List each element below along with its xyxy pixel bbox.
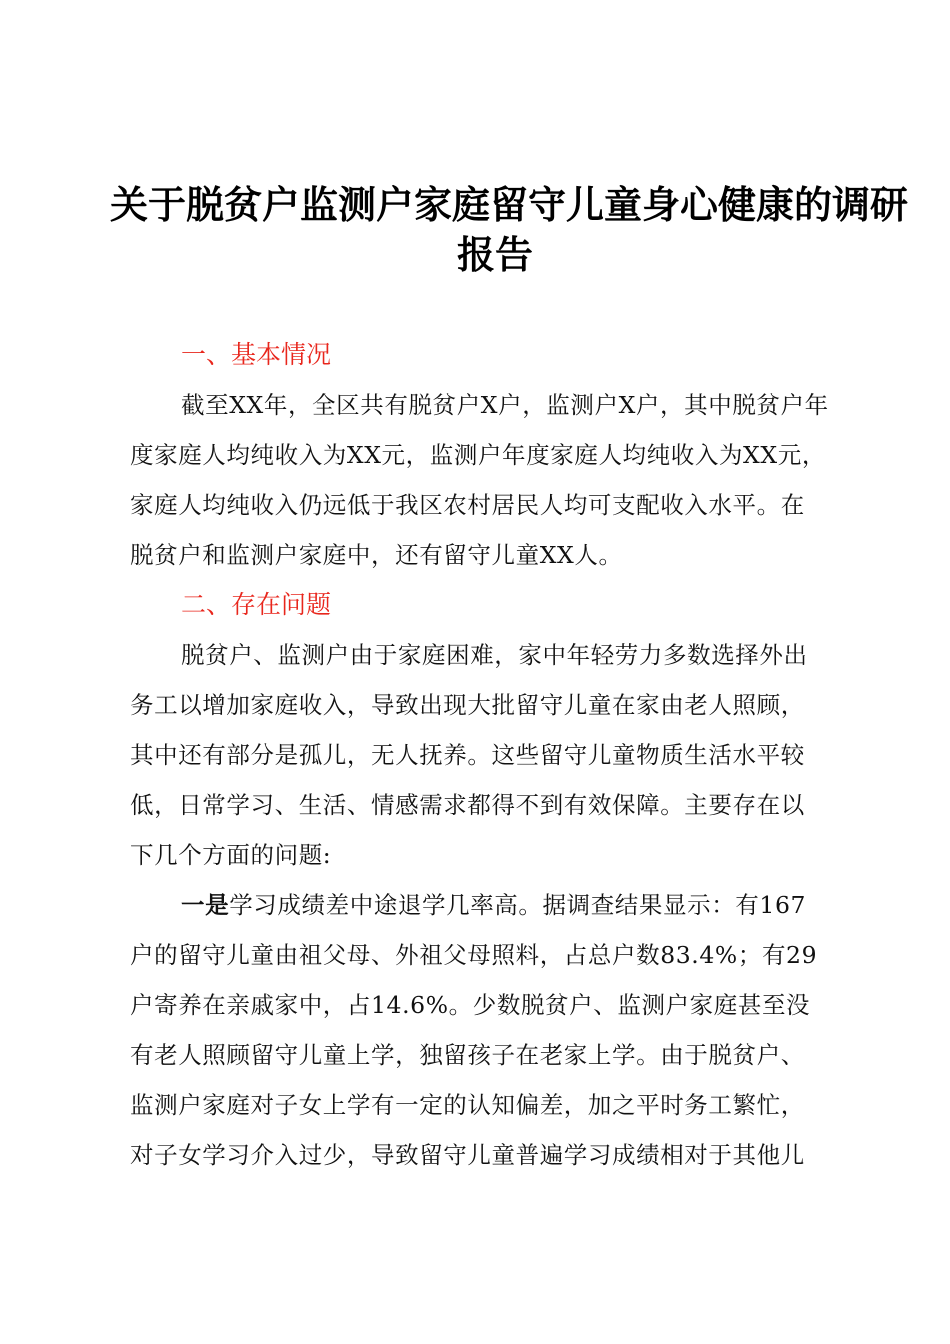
document-title-line-2: 报告	[456, 232, 533, 277]
paragraph-line: 家庭人均纯收入仍远低于我区农村居民人均可支配收入水平。在	[130, 491, 805, 519]
paragraph-line: 下几个方面的问题:	[130, 841, 332, 869]
paragraph-line: 脱贫户、监测户由于家庭困难，家中年轻劳力多数选择外出	[181, 641, 808, 669]
paragraph-line: 低，日常学习、生活、情感需求都得不到有效保障。主要存在以	[130, 791, 805, 819]
section-heading-existing-problems: 二、存在问题	[181, 590, 332, 619]
paragraph-line: 度家庭人均纯收入为XX元，监测户年度家庭人均纯收入为XX元，	[130, 441, 826, 469]
point-one-first-rest: 学习成绩差中途退学几率高。据调查结果显示：有167	[229, 891, 807, 919]
paragraph-line: 脱贫户和监测户家庭中，还有留守儿童XX人。	[130, 541, 623, 569]
point-one-lead: 一是	[181, 891, 230, 919]
paragraph-line: 其中还有部分是孤儿，无人抚养。这些留守儿童物质生活水平较	[130, 741, 805, 769]
paragraph-line: 有老人照顾留守儿童上学，独留孩子在老家上学。由于脱贫户、	[130, 1041, 805, 1069]
document-title-line-1: 关于脱贫户监测户家庭留守儿童身心健康的调研	[110, 182, 909, 227]
paragraph-line: 截至XX年，全区共有脱贫户X户，监测户X户，其中脱贫户年	[181, 391, 829, 419]
section-heading-basic-situation: 一、基本情况	[181, 340, 332, 369]
paragraph-line: 户寄养在亲戚家中，占14.6%。少数脱贫户、监测户家庭甚至没	[130, 991, 811, 1019]
paragraph-line: 监测户家庭对子女上学有一定的认知偏差，加之平时务工繁忙，	[130, 1091, 805, 1119]
point-one-first-line	[181, 890, 806, 920]
paragraph-line: 对子女学习介入过少，导致留守儿童普遍学习成绩相对于其他儿	[130, 1141, 805, 1169]
paragraph-line: 务工以增加家庭收入，导致出现大批留守儿童在家由老人照顾，	[130, 691, 805, 719]
paragraph-line: 户的留守儿童由祖父母、外祖父母照料，占总户数83.4%；有29	[130, 941, 818, 969]
